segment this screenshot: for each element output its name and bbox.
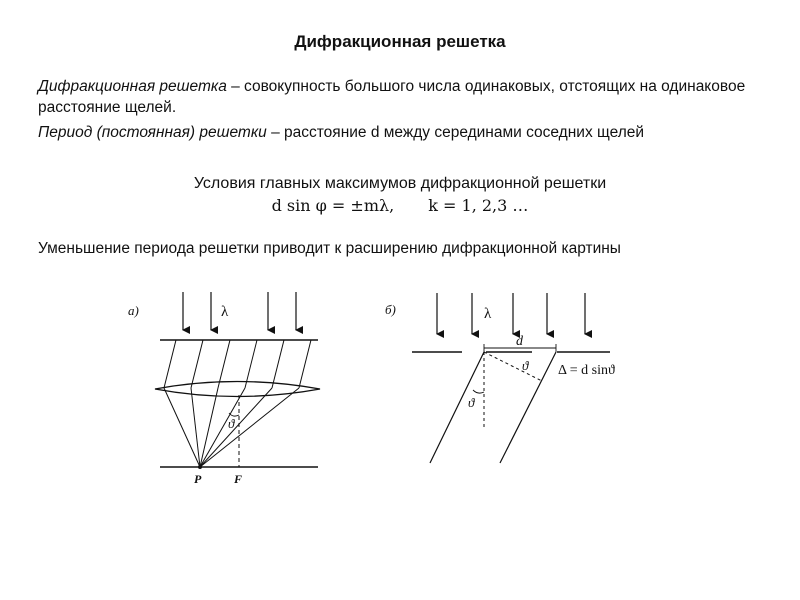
- maxima-formula-left: d sin φ = ±mλ,: [271, 196, 395, 215]
- figure-b-lambda: λ: [484, 306, 492, 322]
- maxima-formula-right: k = 1, 2,3 …: [428, 196, 529, 215]
- figure-a-point-p: P: [194, 472, 202, 486]
- definition-grating-term: Дифракционная решетка: [38, 78, 227, 95]
- figure-b-ray-left: [430, 352, 484, 463]
- figure-a-lambda: λ: [221, 304, 229, 320]
- figure-a: [128, 292, 320, 486]
- figure-a-point-p-dot: [198, 465, 202, 469]
- figure-b-angle-arc: [473, 390, 484, 393]
- figure-b-period: d: [516, 334, 523, 349]
- maxima-heading: Условия главных максимумов дифракционной решетки: [193, 175, 607, 192]
- figure-b-angle-side: ϑ: [468, 395, 475, 410]
- page-title: Дифракционная решетка: [294, 32, 506, 51]
- period-note: Уменьшение периода решетки приводит к расширению дифракционной картины: [38, 240, 621, 257]
- figure-a-slit-rays: [164, 340, 311, 388]
- figure-a-lens: [155, 382, 320, 397]
- figure-b-incident-arrows: [437, 293, 585, 334]
- definition-period-text: – расстояние d между серединами соседних щелей: [266, 124, 645, 141]
- figure-b-perpendicular: [484, 352, 542, 381]
- figure-b: [385, 293, 615, 463]
- figure-a-label: а): [128, 303, 139, 318]
- figure-b-path-difference: Δ = d sinϑ: [558, 363, 615, 378]
- figure-a-incident-arrows: [183, 292, 296, 330]
- figure-a-point-f: F: [234, 472, 243, 486]
- definition-grating-text: – совокупность большого числа одинаковых, отстоящих на одинаковое расстояние щелей.: [38, 78, 746, 116]
- figure-b-angle-top: ϑ: [522, 358, 529, 373]
- figure-a-angle: ϑ: [228, 416, 235, 431]
- figure-b-label: б): [385, 302, 396, 317]
- definition-period-term: Период (постоянная) решетки: [38, 124, 267, 141]
